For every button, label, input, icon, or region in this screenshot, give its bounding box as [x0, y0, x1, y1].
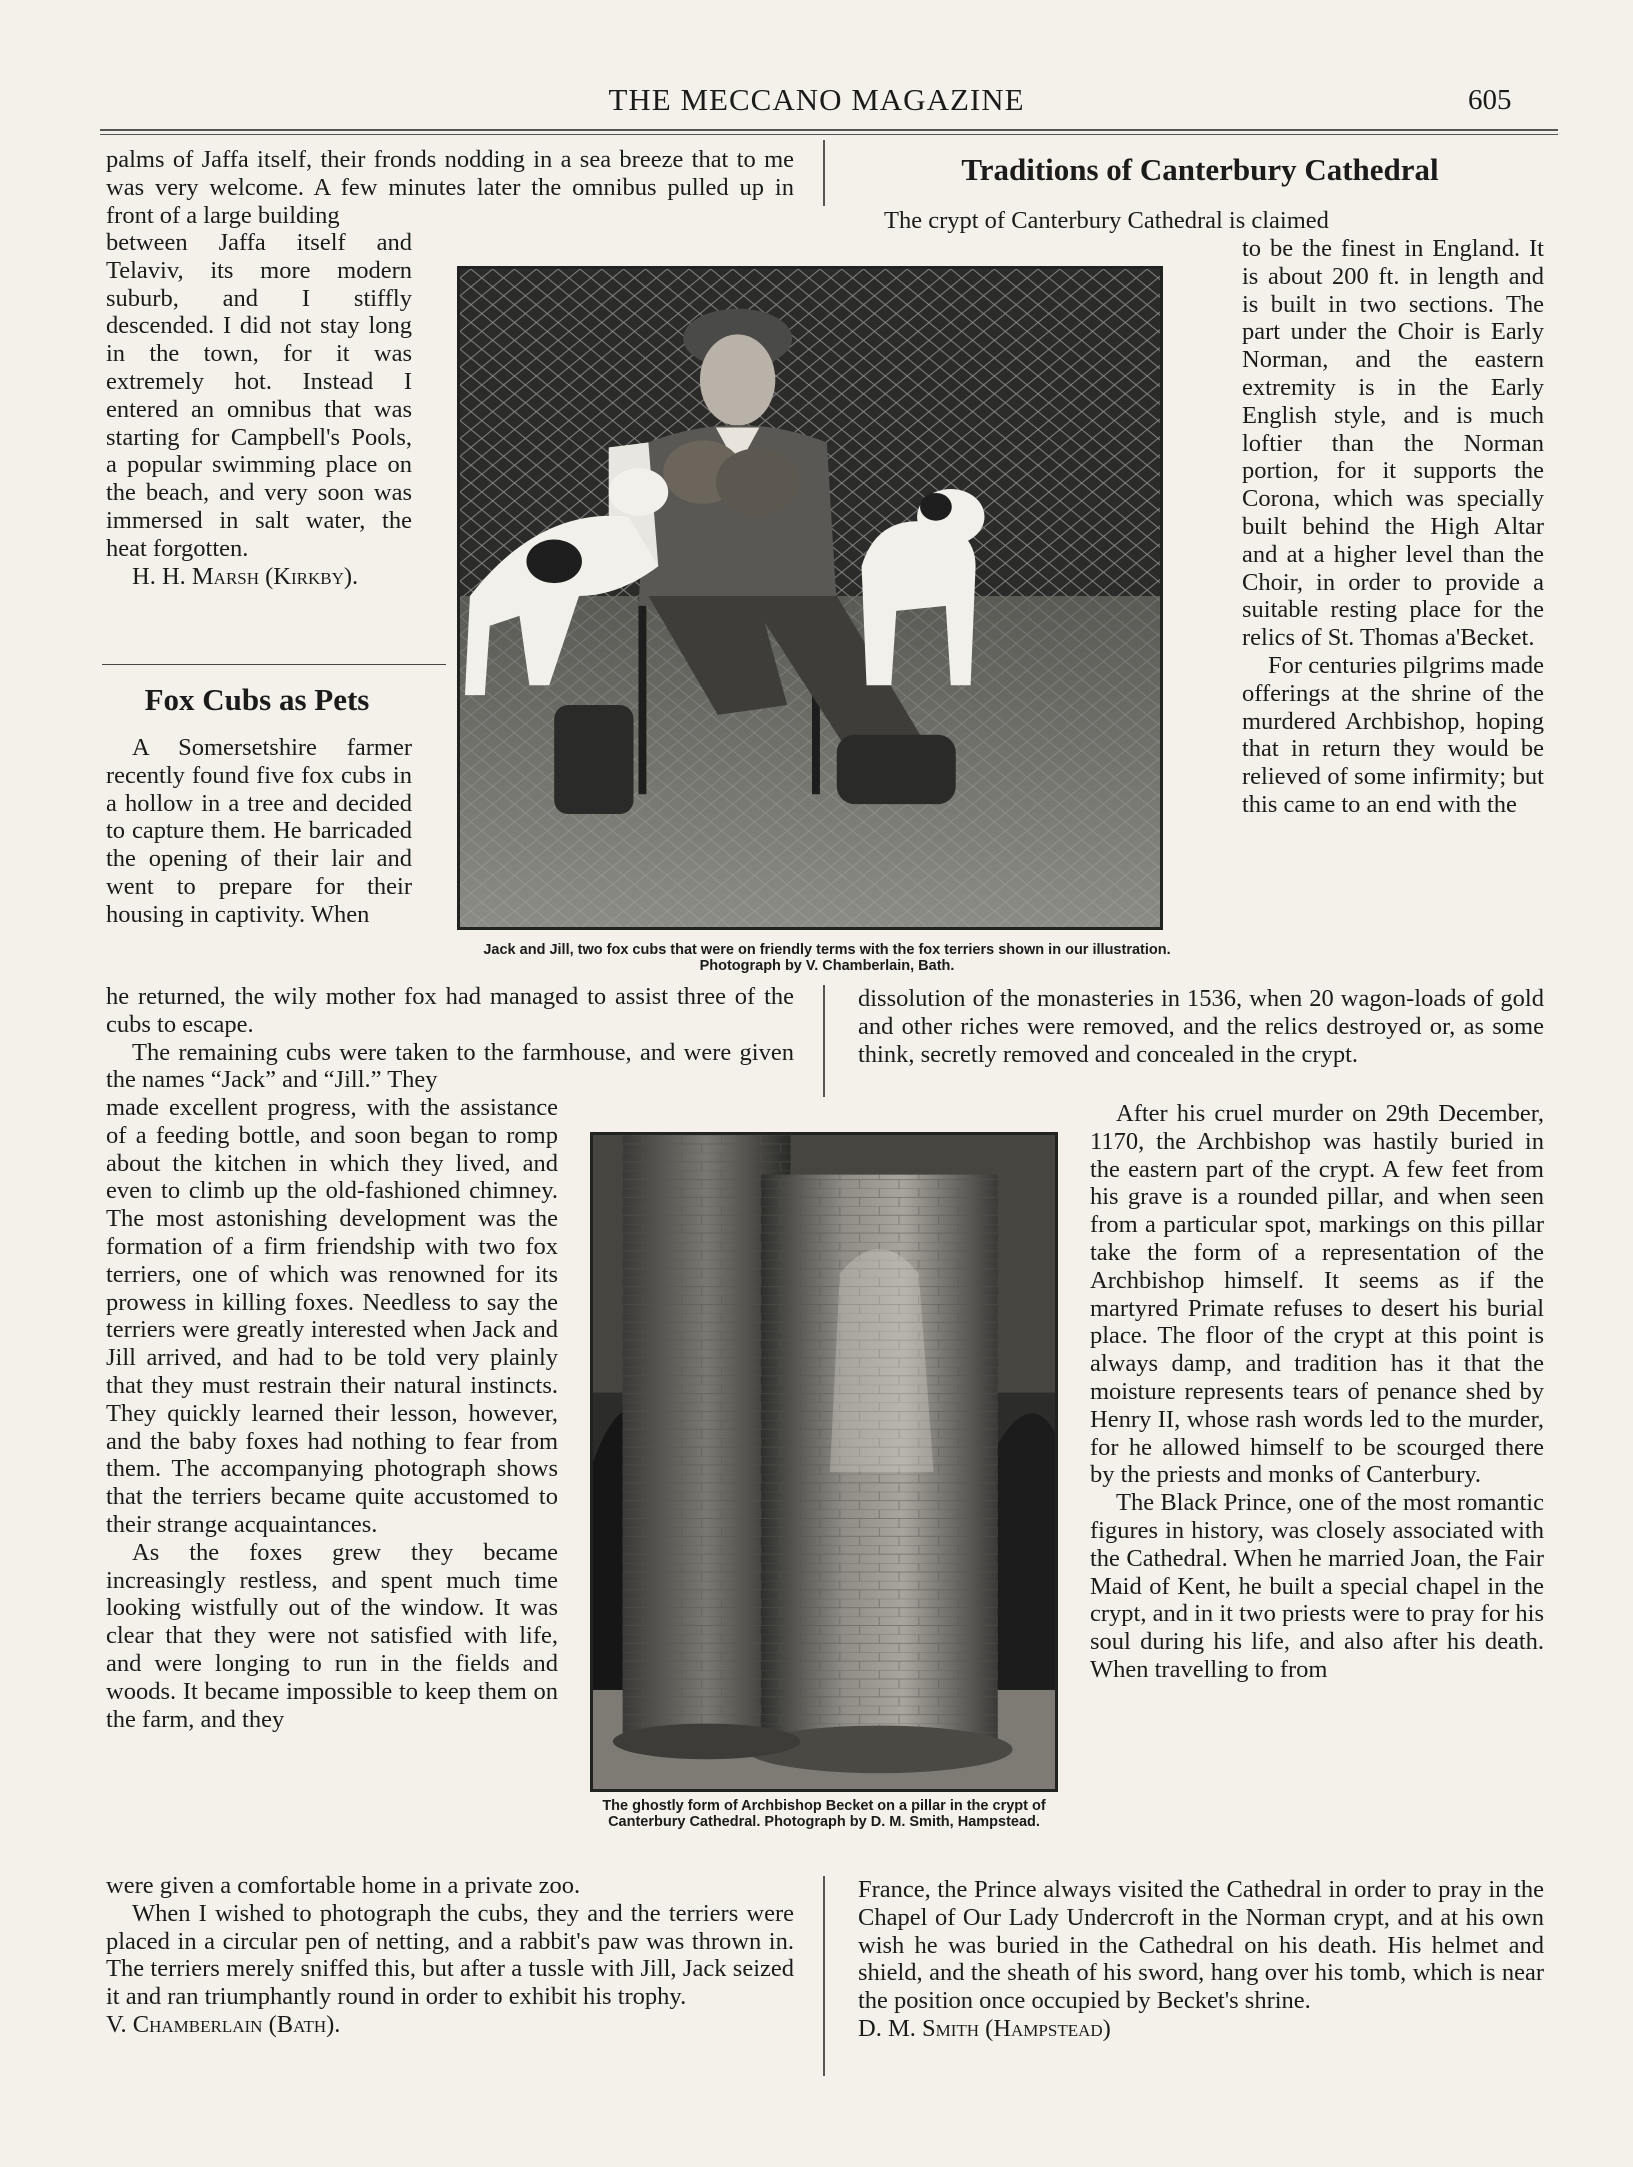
magazine-title: THE MECCANO MAGAZINE	[608, 82, 1025, 117]
pillar-photo-caption: The ghostly form of Archbishop Becket on a pillar in the crypt of Canterbury Cathedral. Photograph by D. M. Smith, Hampstead.	[602, 1798, 1046, 1830]
cathedral-text-1: The crypt of Canterbury Cathedral is claimed	[884, 207, 1329, 234]
pillar-photo	[590, 1132, 1058, 1792]
previous-article-narrow: between Jaffa itself and Telaviv, its more modern suburb, and I stiffly descended. I did not stay long in the town, for it was extremely hot. Instead I entered an omnibus that was starting for Campbell's Pools, a popular swimming place on the beach, and very soon was immersed in salt water, the heat forgotten. H. H. Marsh (Kirkby).	[106, 229, 412, 590]
cathedral-text-3: dissolution of the monasteries in 1536, when 20 wagon-loads of gold and other riches were removed, and the relics destroyed or, as some think, secretly removed and concealed in the crypt.	[858, 985, 1544, 1068]
cathedral-text-2: to be the finest in England. It is about 200 ft. in length and is built in two sections. The part under the Choir is Early Norman, and the eastern extremity is in the Early English style, and is much loftier than the Norman portion, for it supports the Corona, which was specially built behind the High Altar and at a higher level than the Choir, in order to provide a suitable resting place for the relics of St. Thomas a'Becket. For centuries pilgrims made offerings at the shrine of the murdered Archbishop, hoping that in return they would be relieved of some infirmity; but this came to an end with the	[1242, 235, 1544, 818]
column-rule-mid	[823, 985, 825, 1097]
fox-article-text-1: A Somersetshire farmer recently found five fox cubs in a hollow in a tree and decided to capture them. He barricaded the opening of their lair and went to prepare for their housing in captivity. When	[106, 734, 412, 928]
column-rule-top	[823, 140, 825, 206]
cathedral-article-heading: Traditions of Canterbury Cathedral	[961, 152, 1439, 187]
fox-cubs-photo	[457, 266, 1163, 930]
fox-article-text-3: made excellent progress, with the assistance of a feeding bottle, and soon began to romp about the kitchen in which they lived, and even to climb up the old-fashioned chimney. The most astonishing development was the formation of a firm friendship with two fox terriers, one of which was renowned for its prowess in killing foxes. Needless to say the terriers were greatly interested when Jack and Jill arrived, and had to be told very plainly that they must restrain their natural instincts. They quickly learned their lesson, however, and the baby foxes had nothing to fear from them. The accompanying photograph shows that the terriers became quite accustomed to their strange acquaintances. As the foxes grew they became increasingly restless, and spent much time looking wistfully out of the window. It was clear that they were not satisfied with life, and were longing to run in the fields and woods. It became impossible to keep them on the farm, and they	[106, 1094, 558, 1733]
header-rule-thin	[100, 134, 1558, 135]
column-rule-bottom	[823, 1876, 825, 2076]
previous-article-end: palms of Jaffa itself, their fronds nodding in a sea breeze that to me was very welcome. A few minutes later the omnibus pulled up in front of a large building	[106, 146, 794, 229]
fox-photo-caption: Jack and Jill, two fox cubs that were on friendly terms with the fox terriers shown in our illustration. Photograph by V. Chamberlain, Bath.	[483, 942, 1171, 974]
header-rule	[100, 129, 1558, 131]
cathedral-text-4: After his cruel murder on 29th December, 1170, the Archbishop was hastily buried in the eastern part of the crypt. A few feet from his grave is a rounded pillar, and when seen from a particular spot, markings on this pillar take the form of a representation of the Archbishop himself. It seems as if the martyred Primate refuses to desert his burial place. The floor of the crypt at this point is always damp, and tradition has it that the moisture represents tears of penance shed by Henry II, whose rash words led to the murder, for he allowed himself to be scourged there by the priests and monks of Canterbury. The Black Prince, one of the most romantic figures in history, was closely associated with the Cathedral. When he married Joan, the Fair Maid of Kent, he built a special chapel in the crypt, and in it two priests were to pray for his soul during his life, and also after his death. When travelling to from	[1090, 1100, 1544, 1683]
page-number: 605	[1468, 84, 1512, 116]
fox-article-text-2: he returned, the wily mother fox had managed to assist three of the cubs to escape. The remaining cubs were taken to the farmhouse, and were given the names “Jack” and “Jill.” They	[106, 983, 794, 1094]
cathedral-text-5: France, the Prince always visited the Cathedral in order to pray in the Chapel of Our Lady Undercroft in the Norman crypt, and at his own wish he was buried in the Cathedral on his death. His helmet and shield, and the sheath of his sword, hang over his tomb, which is near the position once occupied by Becket's shrine. D. M. Smith (Hampstead)	[858, 1876, 1544, 2042]
previous-article-signature: H. H. Marsh (Kirkby).	[132, 562, 359, 590]
cathedral-article-signature: D. M. Smith (Hampstead)	[858, 2014, 1111, 2042]
fox-article-text-4: were given a comfortable home in a private zoo. When I wished to photograph the cubs, they and the terriers were placed in a circular pen of netting, and a rabbit's paw was thrown in. The terriers merely sniffed this, but after a tussle with Jill, Jack seized it and ran triumphantly round in order to exhibit his trophy. V. Chamberlain (Bath).	[106, 1872, 794, 2038]
fox-article-heading: Fox Cubs as Pets	[144, 682, 370, 717]
article-divider	[102, 664, 446, 665]
fox-article-signature: V. Chamberlain (Bath).	[106, 2010, 341, 2038]
